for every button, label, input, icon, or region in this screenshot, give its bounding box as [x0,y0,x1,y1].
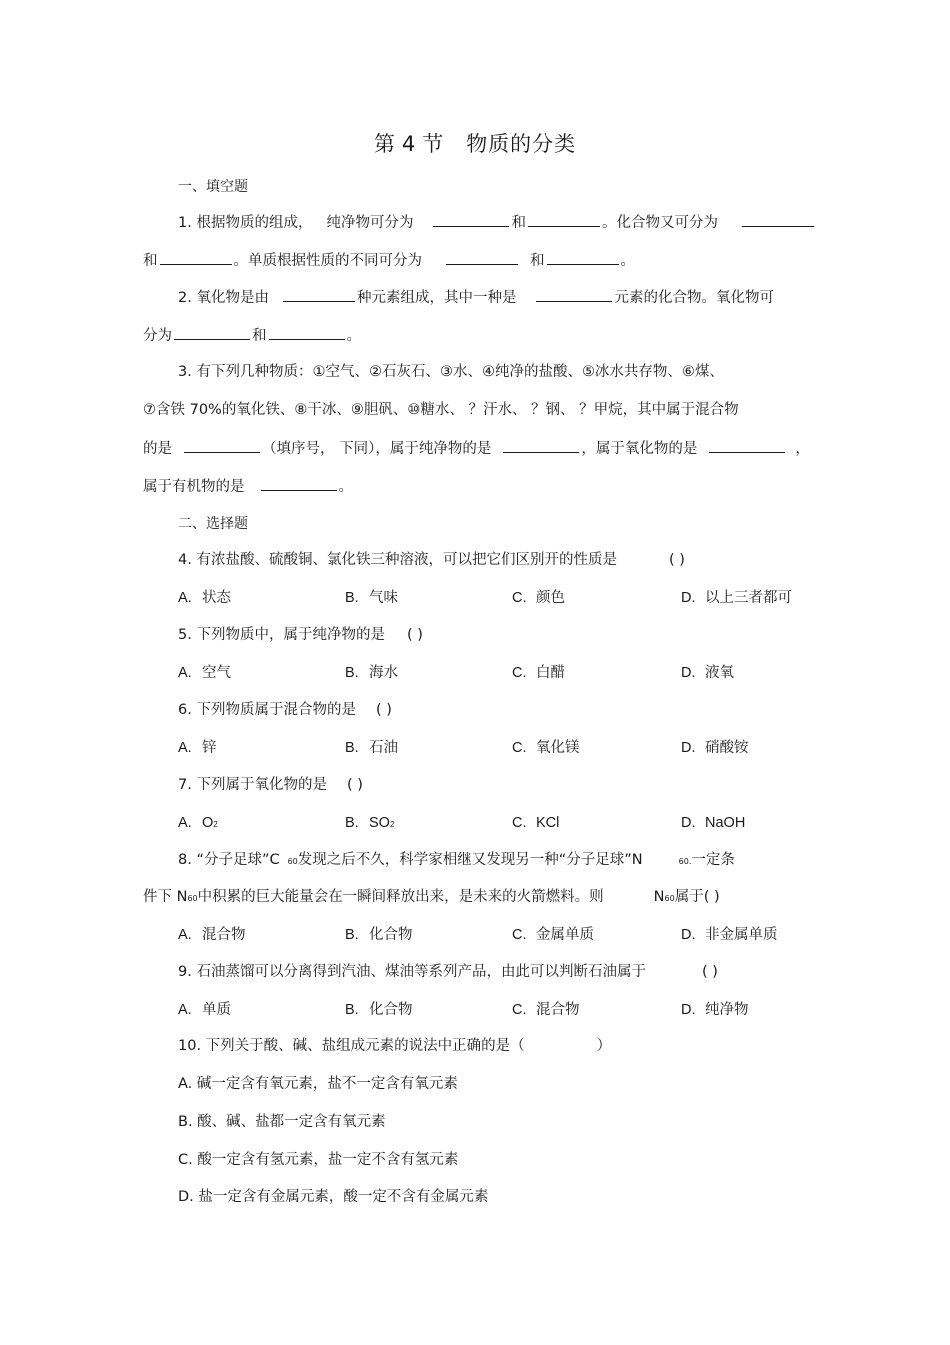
q6-option-c[interactable]: C. 氧化镁 [512,740,580,756]
answer-paren[interactable]: ） [596,1038,612,1054]
blank[interactable] [160,250,232,265]
q9-stem: 9. 石油蒸馏可以分离得到汽油、煤油等系列产品，由此可以判断石油属于 ( ) [178,964,718,980]
blank[interactable] [536,287,612,302]
title-number: 4 [401,132,417,156]
blank[interactable] [742,212,814,227]
q4-option-c[interactable]: C. 颜色 [512,590,565,606]
q10-option-b[interactable]: B. 酸、碱、盐都一定含有氧元素 [178,1114,386,1130]
blank[interactable] [446,250,518,265]
blank[interactable] [261,476,337,491]
q7-option-a[interactable]: A. O2 [178,815,218,831]
q8-line2: 件下 N60中积累的巨大能量会在一瞬间释放出来，是未来的火箭燃料。则 N60属于( ) [143,889,720,905]
q8-option-c[interactable]: C. 金属单质 [512,927,594,943]
q7-option-d[interactable]: D. NaOH [681,815,746,831]
q9-option-d[interactable]: D. 纯净物 [681,1002,749,1018]
q10-option-c[interactable]: C. 酸一定含有氢元素，盐一定不含有氢元素 [178,1152,459,1168]
q8-line1: 8. “分子足球”C 60发现之后不久，科学家相继又发现另一种“分子足球”N 60.一定条 [178,852,735,868]
title-name: 物质的分类 [466,132,577,156]
section-choice-heading: 二、选择题 [178,516,248,532]
answer-paren[interactable]: ( ) [375,702,392,718]
q7-option-c[interactable]: C. KCl [512,815,560,831]
blank[interactable] [709,438,785,453]
q2-line1: 2. 氧化物是由 种元素组成，其中一种是 元素的化合物。氧化物可 [178,287,774,308]
q6-stem: 6. 下列物质属于混合物的是 ( ) [178,702,392,718]
q4-option-d[interactable]: D. 以上三者都可 [681,590,792,606]
q9-option-b[interactable]: B. 化合物 [345,1002,413,1018]
q5-option-d[interactable]: D. 液氧 [681,665,734,681]
section-fill-heading: 一、填空题 [178,179,248,195]
q10-option-d[interactable]: D. 盐一定含有金属元素，酸一定不含有金属元素 [178,1189,489,1205]
q8-option-d[interactable]: D. 非金属单质 [681,927,778,943]
q3-line3: 的是 （填序号， 下同），属于纯净物的是 ，属于氧化物的是 ， [143,438,810,459]
q5-option-c[interactable]: C. 白醋 [512,665,565,681]
q3-line2: ⑦含铁 70%的氧化铁、⑧干冰、⑨胆矾、⑩糖水、 ？汗水、 ？钢、 ？甲烷，其中属于混合物 [143,402,739,418]
q8-option-a[interactable]: A. 混合物 [178,927,246,943]
blank[interactable] [283,287,355,302]
answer-paren[interactable]: ( ) [406,627,423,643]
q6-option-d[interactable]: D. 硝酸铵 [681,740,749,756]
q4-option-a[interactable]: A. 状态 [178,590,231,606]
q3-line1: 3. 有下列几种物质：①空气、②石灰石、③水、④纯净的盐酸、⑤冰水共存物、⑥煤、 [178,364,724,380]
q4-stem: 4. 有浓盐酸、硫酸铜、氯化铁三种溶液，可以把它们区别开的性质是 ( ) [178,552,685,568]
blank[interactable] [269,325,345,340]
q7-option-b[interactable]: B. SO2 [345,815,395,831]
blank[interactable] [547,250,619,265]
q5-stem: 5. 下列物质中，属于纯净物的是 ( ) [178,627,423,643]
q10-stem: 10. 下列关于酸、碱、盐组成元素的说法中正确的是（ ） [178,1038,612,1054]
q1-line2: 和 。单质根据性质的不同可分为 和 。 [143,250,635,271]
title-prefix: 第 [373,132,396,156]
answer-paren[interactable]: ( ) [668,552,685,568]
blank[interactable] [174,325,250,340]
blank[interactable] [184,438,260,453]
q4-option-b[interactable]: B. 气味 [345,590,398,606]
blank[interactable] [433,212,509,227]
answer-paren[interactable]: ( ) [701,964,718,980]
q9-option-c[interactable]: C. 混合物 [512,1002,580,1018]
blank[interactable] [503,438,579,453]
q5-option-b[interactable]: B. 海水 [345,665,398,681]
q9-option-a[interactable]: A. 单质 [178,1002,231,1018]
q3-line4: 属于有机物的是 。 [143,476,353,497]
answer-paren[interactable]: ( ) [346,777,363,793]
q8-option-b[interactable]: B. 化合物 [345,927,413,943]
page-title [0,128,950,158]
title-suffix: 节 [422,132,445,156]
q1-line1: 1. 根据物质的组成， 纯净物可分为 和 。化合物又可分为 [178,212,816,233]
q6-option-b[interactable]: B. 石油 [345,740,398,756]
q6-option-a[interactable]: A. 锌 [178,740,217,756]
q7-stem: 7. 下列属于氧化物的是 ( ) [178,777,363,793]
q5-option-a[interactable]: A. 空气 [178,665,231,681]
q2-line2: 分为 和 。 [143,325,361,346]
q10-option-a[interactable]: A. 碱一定含有氧元素，盐不一定含有氧元素 [178,1076,458,1092]
blank[interactable] [528,212,600,227]
